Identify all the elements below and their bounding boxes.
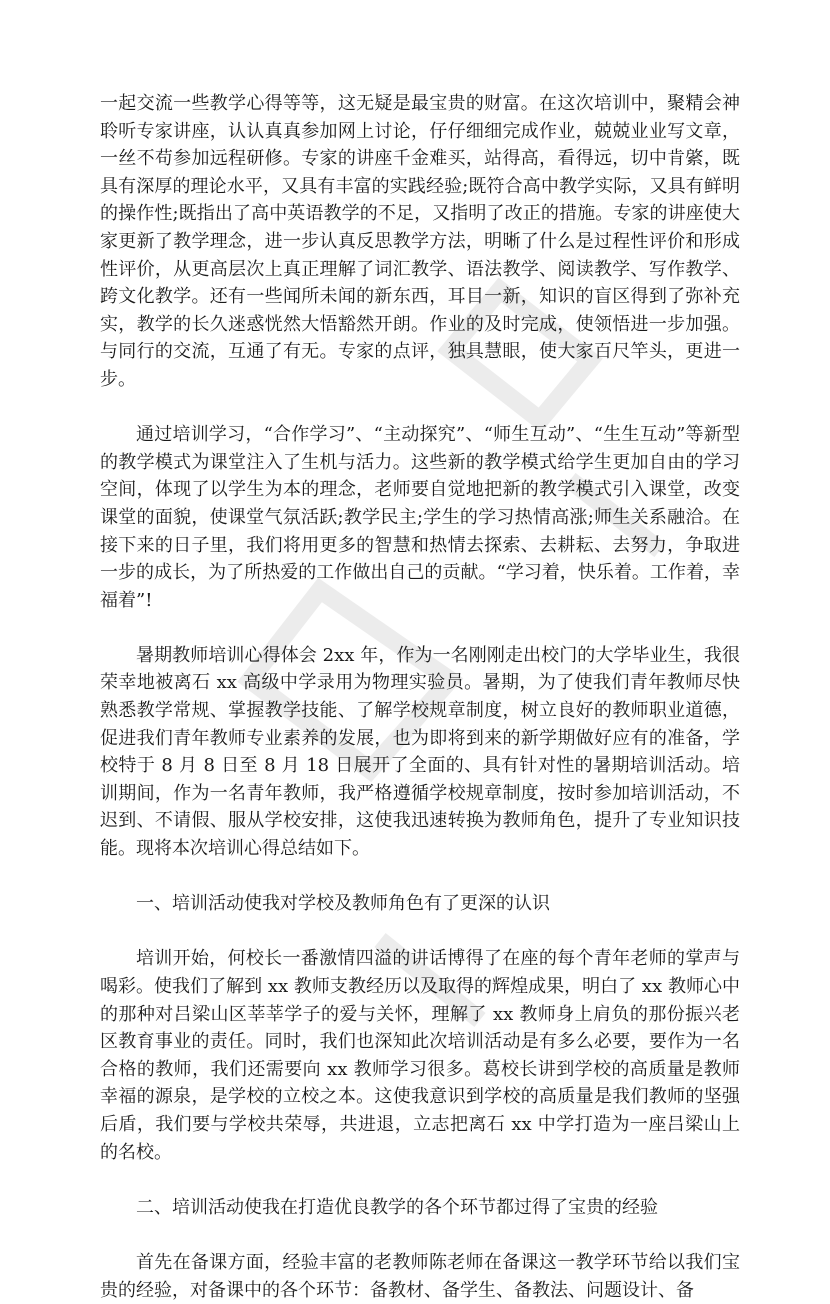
- document-page: [100, 90, 740, 1304]
- paragraph-3: 暑期教师培训心得体会 2xx 年，作为一名刚刚走出校门的大学毕业生，我很荣幸地被离石 xx 高级中学录用为物理实验员。暑期，为了使我们青年教师尽快熟悉教学常规、掌握教学技能、了解学校规章制度，树立良好的教师职业道德，促进我们青年教师专业素养的发展，也为即将到来的新学期做好应有的准备，学校特于 8 月 8 日至 8 月 18 日展开了全面的、具有针对性的暑期培训活动。培训期间，作为一名青年教师，我严格遵循学校规章制度，按时参加培训活动，不迟到、不请假、服从学校安排，这使我迅速转换为教师角色，提升了专业知识技能。现将本次培训心得总结如下。: [100, 644, 740, 860]
- paragraph-5: 首先在备课方面，经验丰富的老教师陈老师在备课这一教学环节给以我们宝贵的经验，对备课中的各个环节：备教材、备学生、备教法、问题设计、备: [100, 1251, 740, 1301]
- paragraph-1: 一起交流一些教学心得等等，这无疑是最宝贵的财富。在这次培训中，聚精会神聆听专家讲座，认认真真参加网上讨论，仔仔细细完成作业，兢兢业业写文章，一丝不苟参加远程研修。专家的讲座千金难买，站得高，看得远，切中肯綮，既具有深厚的理论水平，又具有丰富的实践经验;既符合高中教学实际，又具有鲜明的操作性;既指出了高中英语教学的不足，又指明了改正的措施。专家的讲座使大家更新了教学理念，进一步认真反思教学方法，明晰了什么是过程性评价和形成性评价，从更高层次上真正理解了词汇教学、语法教学、阅读教学、写作教学、跨文化教学。还有一些闻所未闻的新东西，耳目一新，知识的盲区得到了弥补充实，教学的长久迷惑恍然大悟豁然开朗。作业的及时完成，使领悟进一步加强。与同行的交流，互通了有无。专家的点评，独具慧眼，使大家百尺竿头，更进一步。: [100, 93, 740, 390]
- paragraph-4: 培训开始，何校长一番激情四溢的讲话博得了在座的每个青年老师的掌声与喝彩。使我们了解到 xx 教师支教经历以及取得的辉煌成果，明白了 xx 教师心中的那种对吕梁山区莘莘学子的爱与关怀，理解了 xx 教师身上肩负的那份振兴老区教育事业的责任。同时，我们也深知此次培训活动是有多么必要，要作为一名合格的教师，我们还需要向 xx 教师学习很多。葛校长讲到学校的高质量是教师幸福的源泉，是学校的立校之本。这使我意识到学校的高质量是我们教师的坚强后盾，我们要与学校共荣辱，共进退，立志把离石 xx 中学打造为一座吕梁山上的名校。: [100, 948, 740, 1163]
- section-heading-1: 一、培训活动使我对学校及教师角色有了更深的认识: [136, 893, 550, 915]
- paragraph-2: 通过培训学习，“合作学习”、“主动探究”、“师生互动”、“生生互动”等新型的教学模式为课堂注入了生机与活力。这些新的教学模式给学生更加自由的学习空间，体现了以学生为本的理念，老师要自觉地把新的教学模式引入课堂，改变课堂的面貌，使课堂气氛活跃;教学民主;学生的学习热情高涨;师生关系融洽。在接下来的日子里，我们将用更多的智慧和热情去探索、去耕耘、去努力，争取进一步的成长，为了所热爱的工作做出自己的贡献。“学习着，快乐着。工作着，幸福着”!: [100, 424, 740, 611]
- section-heading-2: 二、培训活动使我在打造优良教学的各个环节都过得了宝贵的经验: [136, 1196, 658, 1218]
